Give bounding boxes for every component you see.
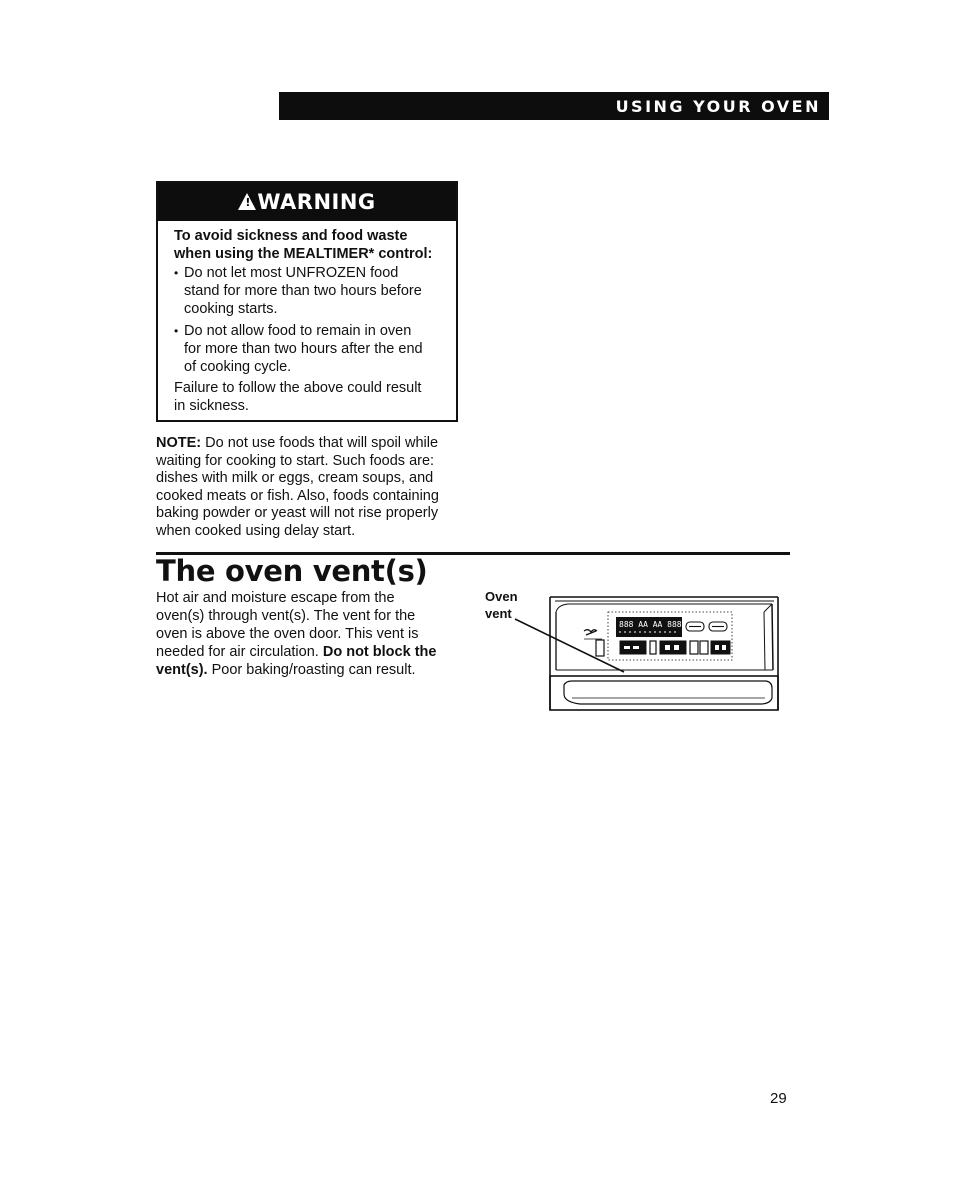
section-body [156,589,466,679]
bullet-dot-icon: • [174,266,179,280]
warning-bullet [174,264,454,318]
section-header-title: USING YOUR OVEN [615,96,821,116]
warning-failure-text [174,379,454,415]
oven-vent [550,676,778,710]
oven-vent-label-line: vent [485,606,512,621]
warning-triangle-icon: ! [238,193,256,210]
failure-line: in sickness. [174,398,249,414]
bullet-line: cooking starts. [184,301,278,317]
warning-box [156,181,458,422]
warning-title [174,227,459,263]
oven-vent-label-line: Oven [485,589,518,604]
warning-heading-text: WARNING [257,190,376,214]
note-paragraph [156,435,466,540]
body-line: Poor baking/roasting can result. [211,662,416,678]
body-line: oven is above the oven door. This vent is [156,626,419,642]
oven-display-text: 888 AA AA 888 [619,620,682,629]
note-line: cooked meats or fish. Also, foods containing [156,487,439,504]
body-line: needed for air circulation. [156,644,319,660]
section-title: The oven vent(s) [156,554,428,588]
oven-display [616,617,682,637]
note-line: waiting for cooking to start. Such foods are: [156,452,435,469]
page-number: 29 [770,1090,787,1107]
warning-title-line: To avoid sickness and food waste [174,228,408,244]
bullet-dot-icon: • [174,324,179,338]
warning-heading [158,183,456,221]
bullet-line: stand for more than two hours before [184,283,422,299]
bullet-line: for more than two hours after the end [184,341,423,357]
bullet-line: of cooking cycle. [184,359,292,375]
warning-title-line: when using the MEALTIMER* control: [174,246,433,262]
body-emphasis: Do not block the [322,644,437,660]
bullet-line: Do not allow food to remain in oven [184,323,412,339]
failure-line: Failure to follow the above could result [174,380,422,396]
warning-bullet [174,322,454,376]
oven-illustration [510,590,785,715]
body-line: oven(s) through vent(s). The vent for the [156,608,416,624]
body-emphasis: vent(s). [156,662,208,678]
oven-panel-buttons-top [686,622,727,631]
body-line: Hot air and moisture escape from the [156,590,395,606]
note-line: baking powder or yeast will not rise properly [156,505,439,521]
note-line: dishes with milk or eggs, cream soups, and [156,470,434,486]
bullet-line: Do not let most UNFROZEN food [184,265,399,281]
note-line: Do not use foods that will spoil while [205,435,439,451]
oven-panel-buttons-bottom [596,640,730,656]
note-label: NOTE: [156,435,202,451]
section-header-bar [279,92,829,120]
note-line: when cooked using delay start. [156,522,356,539]
